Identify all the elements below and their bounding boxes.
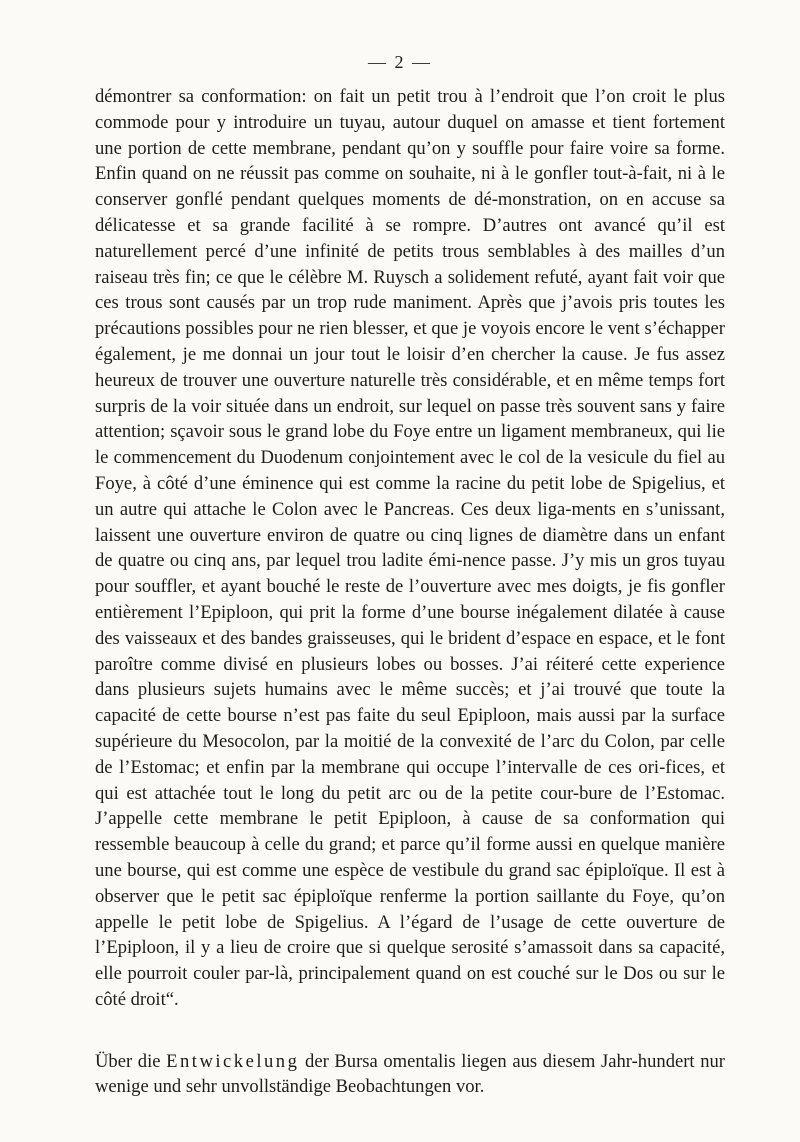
paragraph-development-start: Über die [95,1050,167,1072]
paragraph-development [95,1049,725,1101]
page-number: — 2 — [368,52,432,72]
emphasized-word: Entwickelung [166,1050,300,1072]
paragraph-quotation: démontrer sa conformation: on fait un petit trou à l’endroit que l’on croit le plus commode pour y introduire un tuyau, autour duquel on amasse et tient fortement une portion de cette membrane, pendant qu’on y souffle pour faire voire sa forme. Enfin quand on ne réussit pas comme on souhaite, ni à le gonfler tout-à-fait, ni à le conserver gonflé pendant quelques moments de dé-monstration, on en accuse sa délicatesse et sa grande facilité à se rompre. D’autres ont avancé qu’il est naturellement percé d’une infinité de petits trous semblables à des mailles d’un raiseau très fin; ce que le célèbre M. Ruysch a solidement refuté, ayant fait voir que ces trous sont causés par un trop rude maniment. Après que j’avois pris toutes les précautions possibles pour ne rien blesser, et que je voyois encore le vent s’échapper également, je me donnai un jour tout le loisir d’en chercher la cause. Je fus assez heureux de trouver une ouverture naturelle très considérable, et en même temps fort surpris de la voir située dans un endroit, sur lequel on passe très souvent sans y faire attention; sçavoir sous le grand lobe du Foye entre un ligament membraneux, qui lie le commencement du Duodenum conjointement avec le col de la vesicule du fiel au Foye, à côté d’une éminence qui est comme la racine du petit lobe de Spigelius, et un autre qui attache le Colon avec le Pancreas. Ces deux liga-ments en s’unissant, laissent une ouverture environ de quatre ou cinq lignes de diamètre dans un enfant de quatre ou cinq ans, par lequel trou ladite émi-nence passe. J’y mis un gros tuyau pour souffler, et ayant bouché le reste de l’ouverture avec mes doigts, je fis gonfler entièrement l’Epiploon, qui prit la forme d’une bourse inégalement dilatée à cause des vaisseaux et des bandes graisseuses, qui le brident d’espace en espace, et le font paroître comme divisé en plusieurs lobes ou bosses. J’ai réiteré cette experience dans plusieurs sujets humains avec le même succès; et j’ai trouvé que toute la capacité de cette bourse n’est pas faite du seul Epiploon, mais aussi par la surface supérieure du Mesocolon, par la moitié de la convexité de l’arc du Colon, par celle de l’Estomac; et enfin par la membrane qui occupe l’intervalle de ces ori-fices, et qui est attachée tout le long du petit arc ou de la petite cour-bure de l’Estomac. J’appelle cette membrane le petit Epiploon, à cause de sa conformation qui ressemble beaucoup à celle du grand; et parce qu’il forme aussi en quelque manière une bourse, qui est comme une espèce de vestibule du grand sac épiploïque. Il est à observer que le petit sac épiploïque renferme la portion saillante du Foye, qu’on appelle le petit lobe de Spigelius. A l’égard de l’usage de cette ouverture de l’Epiploon, il y a lieu de croire que si quelque serosité s’amassoit dans sa capacité, elle pourroit couler par-là, principalement quand on est couché sur le Dos ou sur le côté droit“. [95,86,725,1010]
paragraph-development-end: der Bursa omentalis liegen aus diesem Jahr-hundert nur wenige und sehr unvollständige Beobachtungen vor. [95,1050,726,1098]
text-body [95,84,725,1100]
